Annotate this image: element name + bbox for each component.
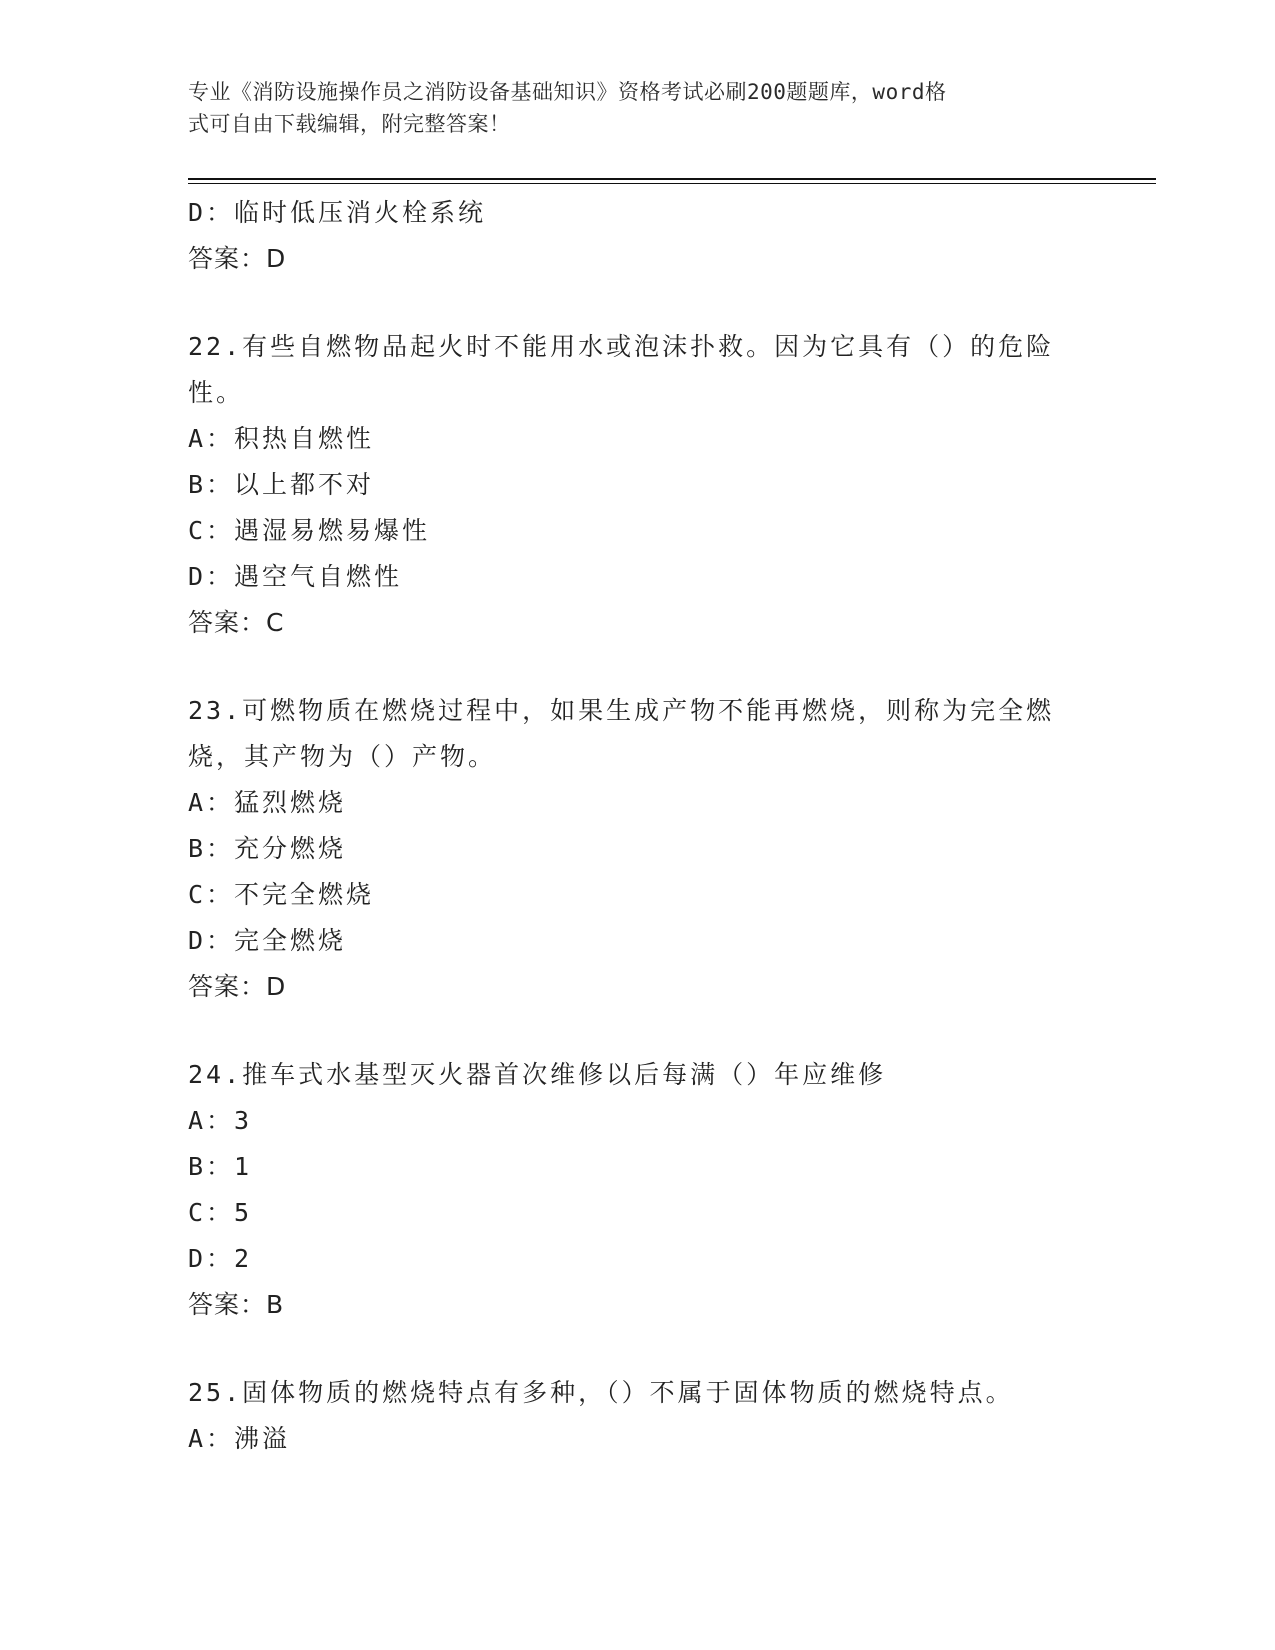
option-b: B：1	[188, 1152, 253, 1181]
question-stem: 25.固体物质的燃烧特点有多种，（）不属于固体物质的燃烧特点。	[188, 1378, 1014, 1407]
answer-label: 答案：B	[188, 1290, 285, 1319]
option-b: B：以上都不对	[188, 470, 375, 499]
option-a: A：猛烈燃烧	[188, 788, 347, 817]
answer-label: 答案：D	[188, 972, 287, 1001]
header-divider-thick	[188, 178, 1156, 180]
option-d: D：完全燃烧	[188, 926, 347, 955]
question-list	[188, 190, 1088, 1462]
option-a: A：3	[188, 1106, 253, 1135]
option-a: A：沸溢	[188, 1424, 291, 1453]
question-24	[188, 1052, 1088, 1328]
question-stem-continued: 烧，其产物为（）产物。	[188, 742, 497, 771]
question-stem: 23.可燃物质在燃烧过程中，如果生成产物不能再燃烧，则称为完全燃	[188, 696, 1055, 725]
header-line-1: 专业《消防设施操作员之消防设备基础知识》资格考试必刷200题题库，word格	[188, 80, 947, 104]
question-22	[188, 324, 1088, 646]
header-line-2: 式可自由下载编辑，附完整答案！	[188, 112, 511, 136]
option-b: B：充分燃烧	[188, 834, 347, 863]
option-c: C：遇湿易燃易爆性	[188, 516, 431, 545]
question-25	[188, 1370, 1088, 1462]
question-23	[188, 688, 1088, 1010]
header-divider-thin	[188, 183, 1156, 184]
question-21-tail	[188, 190, 1088, 282]
option-d: D：遇空气自燃性	[188, 562, 403, 591]
answer-label: 答案：D	[188, 244, 287, 273]
question-stem-continued: 性。	[188, 378, 245, 407]
option-d: D：2	[188, 1244, 253, 1273]
question-stem: 22.有些自燃物品起火时不能用水或泡沫扑救。因为它具有（）的危险	[188, 332, 1055, 361]
question-stem: 24.推车式水基型灭火器首次维修以后每满（）年应维修	[188, 1060, 887, 1089]
option-d: D：临时低压消火栓系统	[188, 198, 487, 227]
document-header	[188, 76, 1068, 140]
answer-label: 答案：C	[188, 608, 285, 637]
option-c: C：不完全燃烧	[188, 880, 375, 909]
option-a: A：积热自燃性	[188, 424, 375, 453]
option-c: C：5	[188, 1198, 253, 1227]
